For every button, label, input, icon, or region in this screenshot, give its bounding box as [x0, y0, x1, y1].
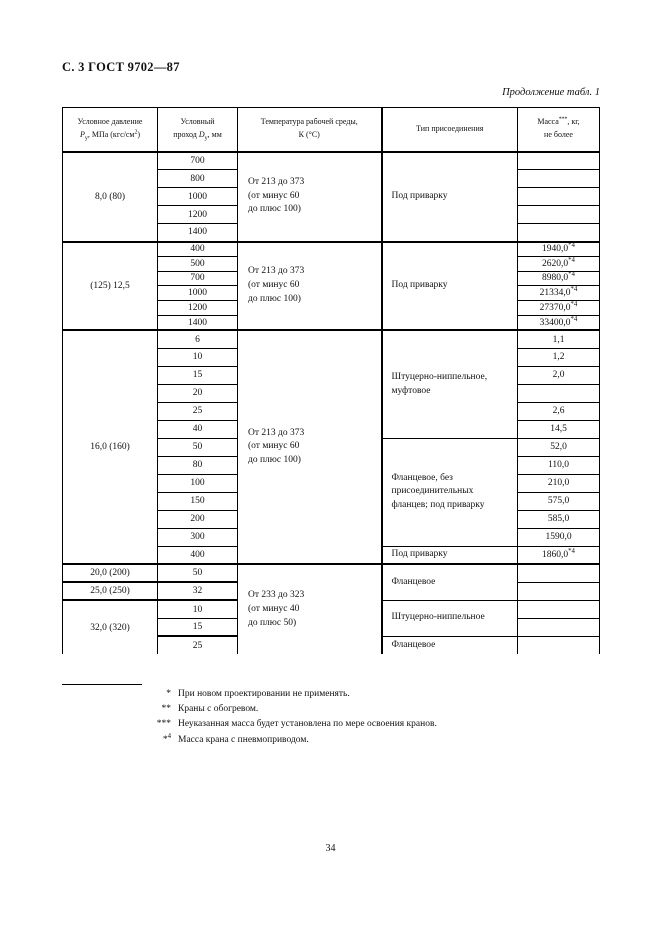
page-number: 34 — [325, 843, 336, 854]
type-cell: Фланцевое — [382, 636, 518, 654]
type-cell: Под приварку — [382, 242, 518, 331]
footnote-marker: ** — [161, 704, 171, 715]
block-8-0 — [63, 152, 600, 242]
header-line: Температура рабочей среды, — [260, 117, 358, 127]
dn-cell: 50 — [158, 438, 238, 456]
block-16-0 — [63, 330, 600, 564]
dn-cell: 32 — [158, 582, 238, 600]
column-header-pressure — [63, 108, 158, 152]
gost-specification-table — [62, 107, 600, 654]
type-cell: Штуцерно-ниппельное — [382, 600, 518, 636]
dn-cell: 10 — [158, 348, 238, 366]
dn-cell: 1400 — [158, 224, 238, 242]
temp-line: (от минус 40 — [248, 603, 300, 614]
dn-cell: 700 — [158, 152, 238, 170]
temp-line: до плюс 100) — [248, 293, 301, 304]
header-line: Условное давление — [77, 117, 143, 127]
header-line: Условный — [180, 117, 215, 127]
mass-cell: 110,0 — [518, 456, 600, 474]
dn-cell: 15 — [158, 618, 238, 636]
mass-cell: 1590,0 — [518, 528, 600, 546]
temperature-cell — [238, 330, 382, 564]
mass-cell: 2620,0$^{*4}$ — [518, 256, 600, 271]
pressure-cell: 32,0 (320) — [63, 600, 158, 654]
footnote-item — [62, 733, 599, 748]
header-line: Тип присоединения — [416, 123, 484, 133]
mass-cell: 33400,0$^{*4}$ — [518, 315, 600, 330]
header-line: проход $D_у$, мм — [173, 130, 222, 142]
footnotes-section — [62, 684, 599, 748]
temp-line: до плюс 100) — [248, 455, 301, 466]
mass-cell: 2,6 — [518, 402, 600, 420]
header-line: не более — [544, 130, 573, 140]
page-title: С. 3 ГОСТ 9702—87 — [62, 60, 180, 74]
dn-cell: 50 — [158, 564, 238, 582]
type-cell: Под приварку — [382, 152, 518, 242]
footnote-text: При новом проектировании не применять. — [178, 689, 350, 699]
dn-cell: 10 — [158, 600, 238, 618]
temp-line: От 213 до 373 — [248, 266, 305, 277]
header-line: К (°С) — [298, 130, 320, 140]
footnote-text: Неуказанная масса будет установлена по мере освоения кранов. — [178, 719, 437, 730]
footnote-marker: *$^4$ — [162, 732, 171, 745]
dn-cell: 100 — [158, 474, 238, 492]
dn-cell: 200 — [158, 510, 238, 528]
temp-line: (от минус 60 — [248, 441, 300, 452]
type-line: присоединительных — [391, 486, 474, 497]
footnote-item — [62, 702, 599, 717]
column-header-dn — [158, 108, 238, 152]
dn-cell: 300 — [158, 528, 238, 546]
type-cell — [382, 438, 518, 546]
mass-cell: 27370,0$^{*4}$ — [518, 301, 600, 316]
mass-cell — [518, 618, 600, 636]
dn-cell: 700 — [158, 271, 238, 286]
dn-cell: 1400 — [158, 315, 238, 330]
mass-cell — [518, 170, 600, 188]
mass-cell — [518, 582, 600, 600]
dn-cell: 800 — [158, 170, 238, 188]
dn-cell: 1200 — [158, 206, 238, 224]
footnote-text: Краны с обогревом. — [178, 704, 259, 715]
table-row — [63, 152, 600, 170]
mass-cell: 1860,0$^{*4}$ — [518, 546, 600, 564]
footnote-item — [62, 687, 599, 702]
column-header-mass — [518, 108, 600, 152]
temp-line: От 213 до 373 — [248, 176, 305, 187]
table-row — [63, 242, 600, 257]
dn-cell: 80 — [158, 456, 238, 474]
dn-cell: 25 — [158, 636, 238, 654]
pressure-cell: (125) 12,5 — [63, 242, 158, 331]
dn-cell: 40 — [158, 420, 238, 438]
pressure-cell: 25,0 (250) — [63, 582, 158, 600]
table-row — [63, 330, 600, 348]
type-cell — [382, 330, 518, 438]
mass-cell — [518, 384, 600, 402]
type-line: муфтовое — [391, 385, 431, 396]
mass-cell: 585,0 — [518, 510, 600, 528]
footnote-text: Масса крана с пневмоприводом. — [178, 734, 309, 745]
mass-cell — [518, 636, 600, 654]
header-line: Масса***, кг, — [537, 116, 580, 127]
temp-line: От 233 до 323 — [248, 590, 305, 601]
temp-line: до плюс 100) — [248, 204, 301, 215]
temp-line: От 213 до 373 — [248, 427, 305, 438]
column-header-temperature — [238, 108, 382, 152]
dn-cell: 500 — [158, 256, 238, 271]
dn-cell: 150 — [158, 492, 238, 510]
pressure-cell: 16,0 (160) — [63, 330, 158, 564]
dn-cell: 1200 — [158, 301, 238, 316]
mass-cell — [518, 224, 600, 242]
mass-cell: 2,0 — [518, 366, 600, 384]
temp-line: до плюс 50) — [248, 617, 297, 628]
type-line: Фланцевое, без — [391, 472, 453, 483]
pressure-cell: 8,0 (80) — [63, 152, 158, 242]
dn-cell: 1000 — [158, 286, 238, 301]
temp-line: (от минус 60 — [248, 190, 300, 201]
mass-cell: 1,1 — [518, 330, 600, 348]
table-row — [63, 564, 600, 582]
type-cell: Фланцевое — [382, 564, 518, 600]
dn-cell: 25 — [158, 402, 238, 420]
block-12-5 — [63, 242, 600, 331]
block-high-pressure — [63, 564, 600, 654]
temperature-cell — [238, 152, 382, 242]
footnote-marker: * — [166, 689, 171, 699]
mass-cell — [518, 152, 600, 170]
mass-cell: 210,0 — [518, 474, 600, 492]
type-line: фланцев; под приварку — [391, 500, 485, 511]
dn-cell: 1000 — [158, 188, 238, 206]
mass-cell: 1940,0$^{*4}$ — [518, 242, 600, 257]
temp-line: (от минус 60 — [248, 280, 300, 290]
footnote-item — [62, 717, 599, 732]
column-header-type — [382, 108, 518, 152]
mass-cell: 21334,0$^{*4}$ — [518, 286, 600, 301]
mass-cell: 1,2 — [518, 348, 600, 366]
table-continuation-caption: Продолжение табл. 1 — [502, 87, 600, 98]
mass-cell — [518, 600, 600, 618]
dn-cell: 400 — [158, 546, 238, 564]
dn-cell: 15 — [158, 366, 238, 384]
pressure-cell: 20,0 (200) — [63, 564, 158, 582]
mass-cell: 8980,0$^{*4}$ — [518, 271, 600, 286]
mass-cell: 52,0 — [518, 438, 600, 456]
type-line: Штуцерно-ниппельное, — [391, 371, 488, 382]
footnote-marker: *** — [156, 719, 171, 730]
mass-cell — [518, 188, 600, 206]
mass-cell: 14,5 — [518, 420, 600, 438]
header-line: $P_у$, МПа $(кгс/см^2)$ — [79, 129, 141, 142]
mass-cell — [518, 206, 600, 224]
table-header — [63, 108, 600, 152]
type-cell: Под приварку — [382, 546, 518, 564]
dn-cell: 20 — [158, 384, 238, 402]
mass-cell — [518, 564, 600, 582]
mass-cell: 575,0 — [518, 492, 600, 510]
dn-cell: 6 — [158, 330, 238, 348]
temperature-cell — [238, 242, 382, 331]
temperature-cell — [238, 564, 382, 654]
dn-cell: 400 — [158, 242, 238, 257]
